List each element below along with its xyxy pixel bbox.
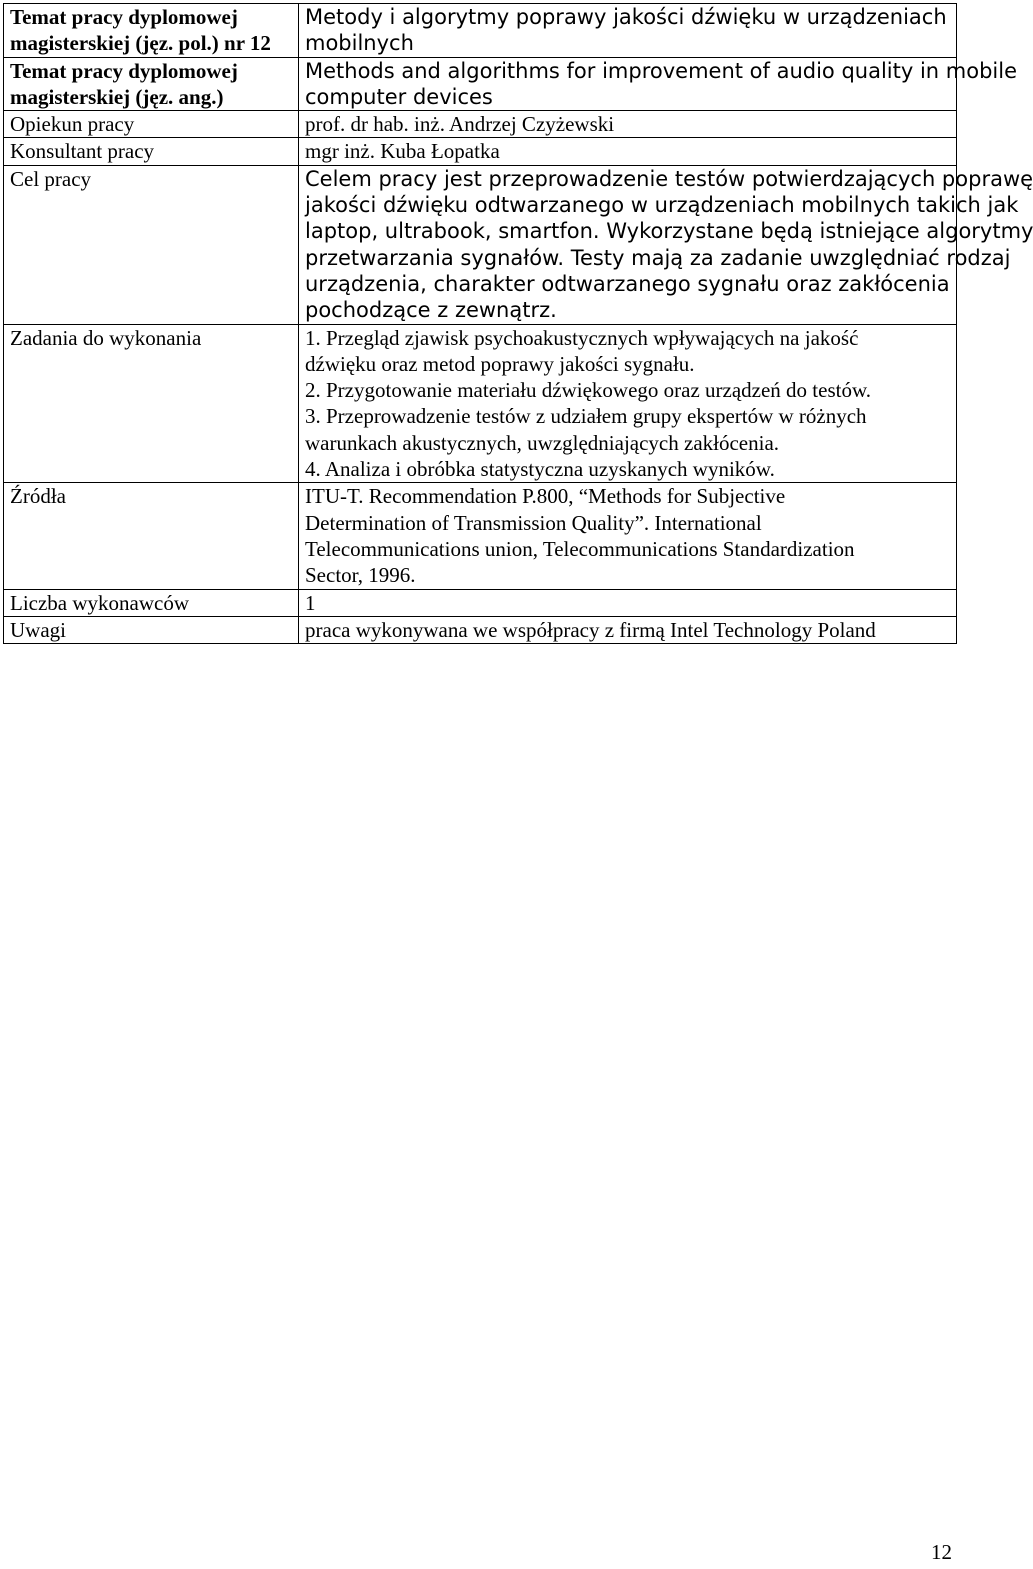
label-line: Zadania do wykonania [10, 325, 202, 350]
label-notes [4, 616, 299, 643]
label-line: Źródła [10, 484, 66, 509]
row-title-en [4, 57, 957, 111]
value-tasks [299, 324, 957, 483]
value-supervisor [299, 111, 957, 138]
label-title-pl [4, 4, 299, 58]
value-title-pl [299, 4, 957, 58]
value-line: Celem pracy jest przeprowadzenie testów potwierdzających poprawę [305, 166, 1033, 191]
value-goal [299, 165, 1033, 324]
value-notes [299, 616, 957, 643]
thesis-topic-table [3, 3, 1033, 644]
label-executors [4, 589, 299, 616]
value-line: mobilnych [305, 31, 414, 56]
value-line: 1 [305, 590, 316, 615]
label-line: Opiekun pracy [10, 112, 135, 137]
label-supervisor [4, 111, 299, 138]
page-number: 12 [931, 1540, 952, 1564]
value-line: jakości dźwięku odtwarzanego w urządzeniach mobilnych takich jak [305, 193, 1019, 218]
value-line: laptop, ultrabook, smartfon. Wykorzystane będą istniejące algorytmy [305, 219, 1033, 244]
label-tasks [4, 324, 299, 483]
label-line: magisterskiej (jęz. ang.) [10, 84, 224, 109]
value-consultant [299, 138, 957, 165]
row-notes [4, 616, 957, 643]
value-line: prof. dr hab. inż. Andrzej Czyżewski [305, 112, 615, 137]
source-line: Determination of Transmission Quality”. International [305, 510, 762, 535]
row-goal [4, 165, 957, 324]
row-tasks [4, 324, 957, 483]
task-line: dźwięku oraz metod poprawy jakości sygnału. [305, 351, 695, 376]
task-line: 1. Przegląd zjawisk psychoakustycznych wpływających na jakość [305, 325, 859, 350]
label-line: Konsultant pracy [10, 139, 155, 164]
label-consultant [4, 138, 299, 165]
label-line: Temat pracy dyplomowej [10, 5, 238, 29]
task-line: 2. Przygotowanie materiału dźwiękowego oraz urządzeń do testów. [305, 378, 872, 403]
source-line: ITU-T. Recommendation P.800, “Methods for Subjective [305, 484, 786, 509]
source-line: Sector, 1996. [305, 563, 416, 588]
label-title-en [4, 57, 299, 111]
row-supervisor [4, 111, 957, 138]
label-line: Temat pracy dyplomowej [10, 58, 238, 83]
value-sources [299, 483, 957, 589]
label-line: magisterskiej (jęz. pol.) nr 12 [10, 31, 271, 56]
label-goal [4, 165, 299, 324]
value-line: urządzenia, charakter odtwarzanego sygnału oraz zakłócenia [305, 271, 950, 296]
value-title-en [299, 57, 1018, 111]
label-line: Uwagi [10, 617, 66, 642]
row-title-pl [4, 4, 957, 58]
value-line: mgr inż. Kuba Łopatka [305, 139, 500, 164]
value-line: pochodzące z zewnątrz. [305, 298, 557, 323]
task-line: 3. Przeprowadzenie testów z udziałem grupy ekspertów w różnych [305, 404, 867, 429]
row-consultant [4, 138, 957, 165]
label-line: Cel pracy [10, 166, 92, 191]
value-line: Metody i algorytmy poprawy jakości dźwięku w urządzeniach [305, 5, 947, 29]
task-line: warunkach akustycznych, uwzględniających zakłócenia. [305, 430, 780, 455]
row-executors [4, 589, 957, 616]
value-line: przetwarzania sygnałów. Testy mają za zadanie uwzględniać rodzaj [305, 245, 1011, 270]
row-sources [4, 483, 957, 589]
value-line: computer devices [305, 84, 493, 109]
task-line: 4. Analiza i obróbka statystyczna uzyskanych wyników. [305, 457, 775, 482]
value-executors [299, 589, 957, 616]
label-sources [4, 483, 299, 589]
value-line: Methods and algorithms for improvement of audio quality in mobile [305, 58, 1018, 83]
label-line: Liczba wykonawców [10, 590, 190, 615]
value-line: praca wykonywana we współpracy z firmą Intel Technology Poland [305, 617, 876, 642]
source-line: Telecommunications union, Telecommunications Standardization [305, 536, 855, 561]
